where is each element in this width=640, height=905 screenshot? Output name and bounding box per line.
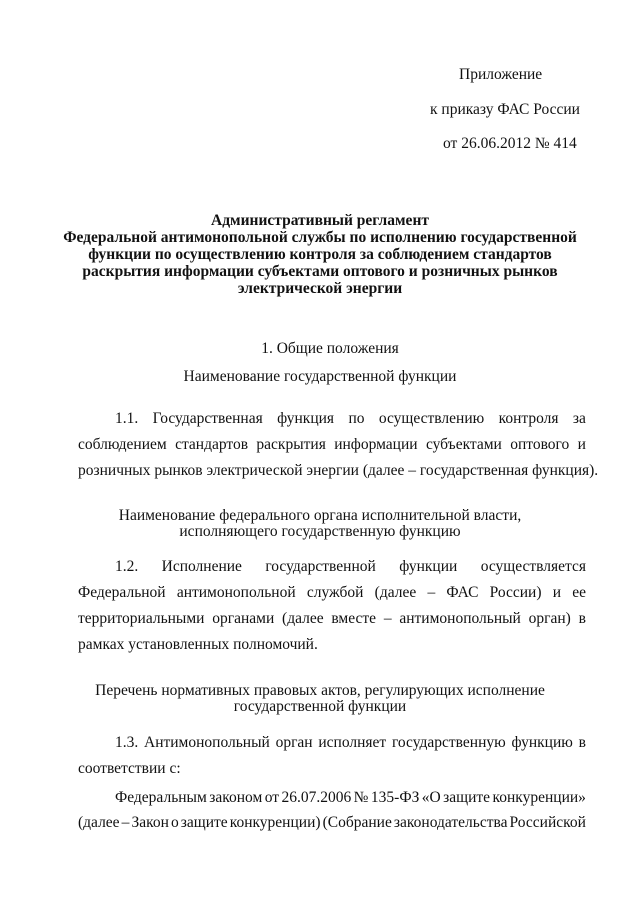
word: исполняет [318,734,387,751]
subheading-legal-acts-l2: государственной функции [233,698,407,715]
word: России) [489,584,542,601]
paragraph-1-3-line1 [115,734,586,752]
word: конкуренции» [492,789,586,806]
word: функция [277,410,335,427]
word: орган [275,734,313,751]
word: осуществлению [378,410,485,427]
subheading-function-name: Наименование государственной функции [183,368,457,385]
word: орган) [528,610,571,627]
paragraph-1-2-line2 [78,584,586,602]
word: в [578,734,586,751]
word: Федеральным [115,789,207,806]
word: информации [334,436,418,453]
paragraph-1-3-line3 [115,789,586,807]
word: 26.07.2006 [281,789,352,806]
word: контроля [498,410,559,427]
word: законодательства [393,814,508,831]
paragraph-1-1-line2 [78,436,586,454]
word: Исполнение [161,558,242,575]
subheading-legal-acts-l1: Перечень нормативных правовых актов, регулирующих исполнение [95,682,545,699]
subheading-authority-l2: исполняющего государственную функцию [179,523,461,540]
word: органами [212,610,275,627]
word: государственную [391,734,506,751]
word: Федеральной [78,584,166,601]
appendix-label: Приложение [459,66,543,83]
paragraph-1-2-line1 [115,558,586,576]
word: законом [209,789,263,806]
word: – [121,814,130,831]
word: (далее [78,814,120,831]
word: Закон [131,814,169,831]
word: антимонопольный [399,610,521,627]
word: конкуренции) [229,814,321,831]
paragraph-1-1-line3: розничных рынков электрической энергии (далее – государственная функция). [78,462,599,479]
word: осуществляется [480,558,586,575]
paragraph-1-3-line4 [78,814,586,832]
word: – [427,584,436,601]
word: Государственная [152,410,263,427]
word: и [552,584,562,601]
word: оптового [510,436,570,453]
word: стандартов [175,436,249,453]
subheading-authority-l1: Наименование федерального органа исполнительной власти, [118,507,522,524]
word: Российской [509,814,586,831]
word: территориальными [78,610,205,627]
word: (далее [282,610,324,627]
document-title-line5: электрической энергии [237,280,403,297]
word: службой [306,584,364,601]
word: о [170,814,179,831]
word: защите [443,789,491,806]
word: субъектами [425,436,502,453]
word: 135-ФЗ [370,789,420,806]
word: функции [399,558,458,575]
word: по [348,410,365,427]
word: функцию [511,734,573,751]
document-title-line4: раскрытия информации субъектами оптового и розничных рынков [82,263,558,280]
word: в [578,610,586,627]
word: антимонопольной [176,584,296,601]
word: Антимонопольный [144,734,270,751]
word: 1.3. [115,734,139,751]
word: 1.2. [115,558,139,575]
word: защите [180,814,228,831]
paragraph-1-2-line3 [78,610,586,628]
word: «О [421,789,441,806]
word: (Собрание [322,814,392,831]
paragraph-1-1-line1 [115,410,586,428]
word: – [383,610,392,627]
document-title-line3: функции по осуществлению контроля за соблюдением стандартов [88,246,552,263]
word: вместе [331,610,377,627]
word: ФАС [446,584,479,601]
document-title-line2: Федеральной антимонопольной службы по исполнению государственной [63,229,577,246]
document-title: Административный регламент [211,212,429,229]
word: № [353,789,369,806]
word: и [577,436,586,453]
word: 1.1. [115,410,139,427]
paragraph-1-2-line4: рамках установленных полномочий. [78,636,318,653]
word: от [264,789,280,806]
section-heading: 1. Общие положения [261,340,399,357]
paragraph-1-3-line2: соответствии с: [78,760,181,777]
word: соблюдением [78,436,167,453]
order-date-number: от 26.06.2012 № 414 [443,135,577,152]
word: за [572,410,586,427]
word: государственной [265,558,376,575]
order-reference: к приказу ФАС России [430,101,580,118]
word: (далее [374,584,417,601]
word: ее [572,584,586,601]
word: раскрытия [256,436,326,453]
